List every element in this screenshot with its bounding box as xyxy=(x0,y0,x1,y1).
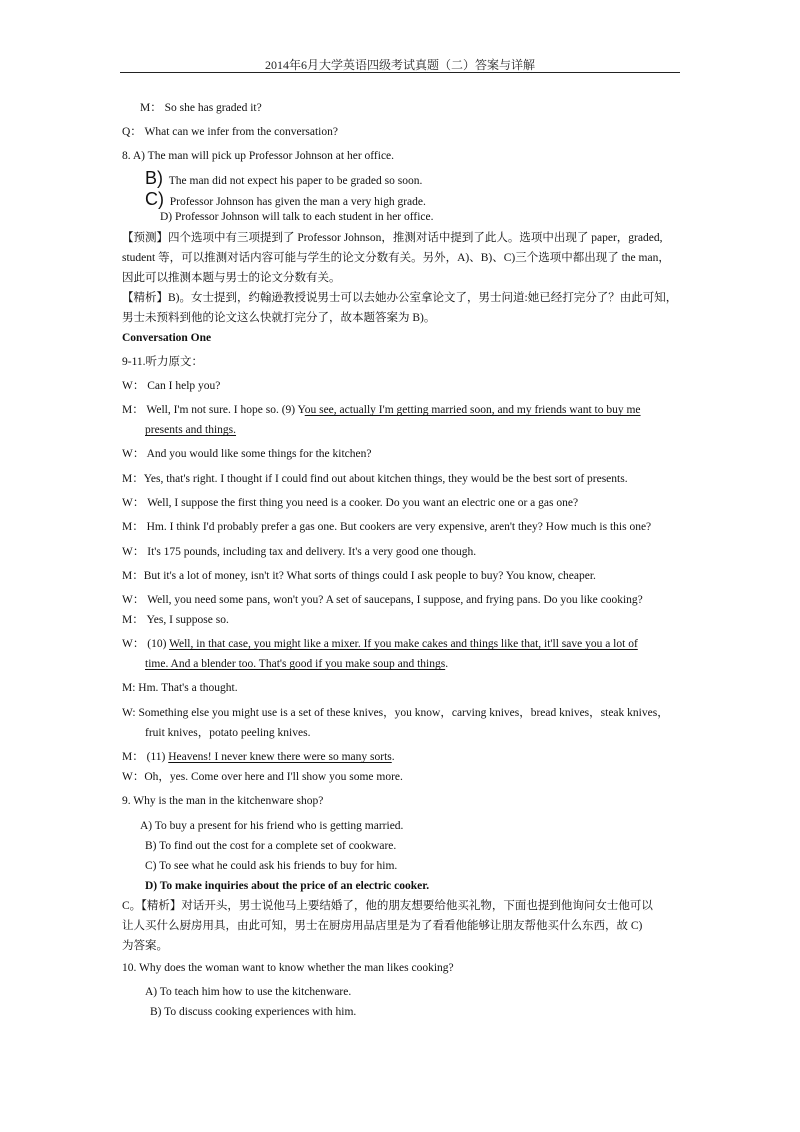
dialogue-line xyxy=(122,545,476,559)
dialogue-line xyxy=(122,520,651,534)
option-d: D) To make inquiries about the price of an electric cooker. xyxy=(145,880,430,892)
analysis-paragraph-line: 男士未预料到他的论文这么快就打完分了，故本题答案为 B)。 xyxy=(122,312,436,324)
option-c xyxy=(145,189,426,212)
sentence-end: . xyxy=(445,658,449,670)
dialogue-line xyxy=(122,496,578,510)
answer-underline: ou see, actually I'm getting married soon, and my friends want to buy me xyxy=(304,404,641,416)
utterance-text: Well, you need some pans, won't you? A set of saucepans, I suppose, and frying pans. Do you like cooking? xyxy=(147,594,643,606)
transcript-label: 9-11.听力原文： xyxy=(122,356,204,368)
dialogue-line xyxy=(122,750,395,764)
option-b xyxy=(145,168,422,191)
speaker-label: W： xyxy=(122,638,145,650)
question-line xyxy=(122,125,338,139)
dialogue-line-continued: fruit knives，potato peeling knives. xyxy=(145,727,311,739)
prediction-paragraph-line: 因此可以推测本题与男士的论文分数有关。 xyxy=(122,272,341,284)
speaker-label: W： xyxy=(122,546,145,558)
answer-underline-continued: presents and things. xyxy=(145,424,237,436)
dialogue-line xyxy=(122,637,638,651)
speaker-label: W： xyxy=(122,594,145,606)
speaker-label: W： xyxy=(122,380,145,392)
prediction-paragraph-line: 【预测】四个选项中有三项提到了 Professor Johnson，推测对话中提到了此人。选项中出现了 paper，graded, xyxy=(122,232,663,244)
answer-underline: Heavens! I never knew there were so many sorts xyxy=(168,751,392,763)
option-a: A) To buy a present for his friend who is getting married. xyxy=(140,820,404,832)
speaker-label: M： xyxy=(122,570,144,582)
dialogue-line xyxy=(122,569,596,583)
sentence-end: . xyxy=(391,751,395,763)
header-divider xyxy=(120,72,680,73)
utterance-text: And you would like some things for the kitchen? xyxy=(146,448,372,460)
utterance-text: Can I help you? xyxy=(147,380,221,392)
speaker-label: W： xyxy=(122,497,145,509)
answer-underline: time. And a blender too. That's good if you make soup and things xyxy=(145,658,446,670)
dialogue-line: W: Something else you might use is a set of these knives，you know，carving knives，bread knives，steak knives， xyxy=(122,707,669,719)
question-ref: (11) xyxy=(146,751,166,763)
analysis-paragraph-line: 让人买什么厨房用具，由此可知，男士在厨房用品店里是为了看看他能够让朋友帮他买什么东西，故 C) xyxy=(122,920,643,932)
dialogue-line xyxy=(122,379,220,393)
dialogue-line xyxy=(122,593,643,607)
question-number: 8. xyxy=(122,150,131,162)
question-9: 9. Why is the man in the kitchenware shop? xyxy=(122,795,324,807)
answer-underline: Well, in that case, you might like a mixer. If you make cakes and things like that, it'll save you a lot of xyxy=(169,638,638,650)
question-text: What can we infer from the conversation? xyxy=(144,126,338,138)
option-b: B) To discuss cooking experiences with him. xyxy=(150,1006,357,1018)
utterance-text: So she has graded it? xyxy=(164,102,262,114)
speaker-label: M： xyxy=(122,751,144,763)
option-letter: B) xyxy=(145,168,163,188)
analysis-paragraph-line: C。【精析】对话开头，男士说他马上要结婚了，他的朋友想要给他买礼物，下面也提到他询问女士他可以 xyxy=(122,900,653,912)
dialogue-line xyxy=(122,447,371,461)
question-ref: (10) xyxy=(147,638,167,650)
section-heading: Conversation One xyxy=(122,332,212,344)
option-text: A) The man will pick up Professor Johnson at her office. xyxy=(132,150,395,162)
speaker-label: M： xyxy=(122,614,144,626)
utterance-text: Hm. I think I'd probably prefer a gas one. But cookers are very expensive, aren't they? How much is this one? xyxy=(146,521,652,533)
speaker-label: W： xyxy=(122,448,145,460)
option-text: Professor Johnson has given the man a very high grade. xyxy=(169,196,426,208)
utterance-text: But it's a lot of money, isn't it? What sorts of things could I ask people to buy? You know, cheaper. xyxy=(143,570,596,582)
dialogue-line xyxy=(140,101,262,115)
option-letter: C) xyxy=(145,189,164,209)
dialogue-line xyxy=(122,472,628,486)
dialogue-line xyxy=(122,613,229,627)
utterance-text: Well, I suppose the first thing you need is a cooker. Do you want an electric one or a gas one? xyxy=(147,497,579,509)
option-a xyxy=(122,149,394,163)
speaker-label: Q： xyxy=(122,126,142,138)
option-a: A) To teach him how to use the kitchenware. xyxy=(145,986,352,998)
option-b: B) To find out the cost for a complete set of cookware. xyxy=(145,840,397,852)
dialogue-line: M: Hm. That's a thought. xyxy=(122,682,238,694)
speaker-label: M： xyxy=(122,473,144,485)
utterance-text: Well, I'm not sure. I hope so. (9) Y xyxy=(146,404,305,416)
speaker-label: M： xyxy=(122,404,144,416)
utterance-text: It's 175 pounds, including tax and delivery. It's a very good one though. xyxy=(147,546,477,558)
page-header-title: 2014年6月大学英语四级考试真题（二）答案与详解 xyxy=(264,58,535,72)
prediction-paragraph-line: student 等，可以推测对话内容可能与学生的论文分数有关。另外，A)、B)、C)三个选项中都出现了 the man， xyxy=(122,252,670,264)
option-text: The man did not expect his paper to be graded so soon. xyxy=(168,175,423,187)
dialogue-line: W：Oh，yes. Come over here and I'll show you some more. xyxy=(122,771,403,783)
option-c: C) To see what he could ask his friends to buy for him. xyxy=(145,860,398,872)
analysis-paragraph-line: 为答案。 xyxy=(122,940,168,952)
speaker-label: M： xyxy=(122,521,144,533)
utterance-text: Yes, I suppose so. xyxy=(146,614,229,626)
question-10: 10. Why does the woman want to know whether the man likes cooking? xyxy=(122,962,454,974)
option-d: D) Professor Johnson will talk to each student in her office. xyxy=(160,211,434,223)
dialogue-line xyxy=(122,403,641,417)
utterance-text: Yes, that's right. I thought if I could find out about kitchen things, they would be the best sort of presents. xyxy=(143,473,628,485)
analysis-paragraph-line: 【精析】B)。女士提到，约翰逊教授说男士可以去她办公室拿论文了，男士问道:她已经打完分了？由此可知， xyxy=(122,292,678,304)
answer-underline-continued xyxy=(145,657,448,671)
speaker-label: M： xyxy=(140,102,162,114)
